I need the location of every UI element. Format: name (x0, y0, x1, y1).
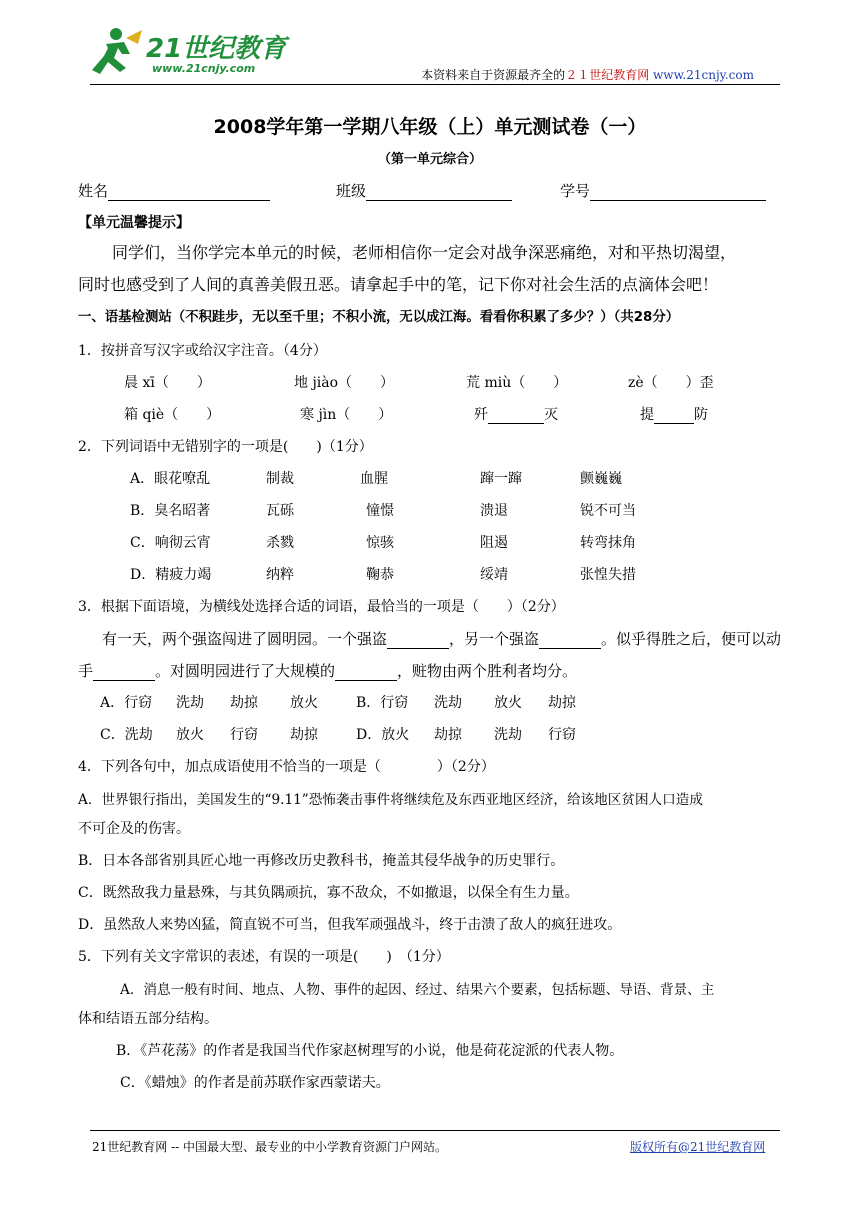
q2-option-c: C．响彻云宵 (130, 535, 211, 551)
q4-option-d: D．虽然敌人来势凶猛，简直锐不可当，但我军顽强战斗，终于击溃了敌人的疯狂进攻。 (78, 917, 622, 933)
name-label: 姓名 (78, 182, 109, 200)
q1-item (640, 404, 708, 424)
q5-option-c: C．《蜡烛》的作者是前苏联作家西蒙诺夫。 (120, 1075, 390, 1091)
tip-line-2: 同时也感受到了人间的真善美假丑恶。请拿起手中的笔，记下你对社会生活的点滴体会吧！ (78, 275, 719, 294)
q3-word: 洗劫 (176, 695, 204, 711)
q2-word: 绥靖 (480, 567, 508, 583)
tip-heading: 【单元温馨提示】 (78, 215, 190, 231)
q3-passage-line-2 (78, 660, 577, 681)
q4-option-c: C．既然敌我力量悬殊，与其负隅顽抗，寡不敌众，不如撤退，以保全有生力量。 (78, 885, 579, 901)
page-title: 2008学年第一学期八年级（上）单元测试卷（一） (213, 116, 647, 138)
q4-option-a-cont: 不可企及的伤害。 (78, 821, 190, 837)
q1-item: 荒 miù（ ） (466, 375, 568, 391)
header-url-link[interactable]: www.21cnjy.com (653, 68, 754, 82)
q2-word: 纳粹 (266, 567, 294, 583)
q3-word: 劫掠 (290, 727, 318, 743)
number-field[interactable] (560, 180, 766, 201)
q1-item: 寒 jìn（ ） (300, 407, 393, 423)
q2-word: 杀戮 (266, 535, 294, 551)
q3-word: 行窃 (230, 727, 258, 743)
header-note-prefix: 本资料来自于资源最齐全的 (421, 68, 566, 82)
class-label: 班级 (336, 182, 367, 200)
q3-word: 劫掠 (434, 727, 462, 743)
site-logo (86, 22, 286, 84)
q1-char: 防 (694, 407, 708, 423)
q2-word: 颤巍巍 (580, 471, 622, 487)
q1-item (474, 404, 558, 424)
q3-blank[interactable] (387, 634, 449, 649)
q2-word: 鞠恭 (366, 567, 394, 583)
logo-text: 21世纪教育 (146, 34, 287, 64)
q2-stem: 2．下列词语中无错别字的一项是( )（1分） (78, 439, 373, 455)
q2-word: 蹿一蹿 (480, 471, 522, 487)
q1-char: 提 (640, 407, 654, 423)
q5-option-a: A．消息一般有时间、地点、人物、事件的起因、经过、结果六个要素，包括标题、导语、背景、主 (120, 982, 715, 998)
q2-word: 瓦砾 (266, 503, 294, 519)
q3-option-c: C．洗劫 (100, 727, 153, 743)
q2-option-d: D．精疲力竭 (130, 567, 212, 583)
footer-text: 21世纪教育网 -- 中国最大型、最专业的中小学教育资源门户网站。 (92, 1140, 448, 1154)
header-brand-link[interactable]: ２１世纪教育网 (565, 68, 650, 82)
q1-char: 歼 (474, 407, 488, 423)
q1-item: 地 jiào（ ） (294, 375, 395, 391)
page-subtitle: （第一单元综合） (377, 152, 482, 167)
q3-text: 。对圆明园进行了大规模的 (155, 662, 336, 680)
q5-option-b: B．《芦花荡》的作者是我国当代作家赵树理写的小说，他是荷花淀派的代表人物。 (116, 1043, 624, 1059)
q3-stem: 3．根据下面语境，为横线处选择合适的词语，最恰当的一项是（ ）（2分） (78, 599, 565, 615)
q1-char: 灭 (544, 407, 558, 423)
q3-word: 洗劫 (434, 695, 462, 711)
q2-word: 憧憬 (366, 503, 394, 519)
q2-option-a: A．眼花嘹乱 (130, 471, 211, 487)
q2-word: 阻遏 (480, 535, 508, 551)
q1-item: 箱 qiè（ ） (124, 407, 221, 423)
class-blank[interactable] (366, 185, 512, 201)
q2-word: 惊骇 (366, 535, 394, 551)
q4-option-a: A．世界银行指出，美国发生的“9.11”恐怖袭击事件将继续危及东西亚地区经济，给该地区贫困人口造成 (78, 792, 703, 808)
q2-word: 制裁 (266, 471, 294, 487)
q2-option-b: B．臭名昭著 (130, 503, 211, 519)
q3-word: 劫掠 (230, 695, 258, 711)
q3-word: 放火 (290, 695, 318, 711)
tip-line-1: 同学们，当你学完本单元的时候，老师相信你一定会对战争深恶痛绝，对和平热切渴望， (112, 243, 737, 262)
q3-option-d: D．放火 (356, 727, 410, 743)
q3-text: 。似乎得胜之后，便可以动 (601, 630, 782, 648)
q3-blank[interactable] (93, 666, 155, 681)
q2-word: 转弯抹角 (580, 535, 636, 551)
q3-word: 洗劫 (494, 727, 522, 743)
name-blank[interactable] (108, 185, 270, 201)
q1-item: zè（ ）歪 (628, 375, 714, 391)
q4-stem: 4．下列各句中，加点成语使用不恰当的一项是（ ）（2分） (78, 759, 495, 775)
q3-word: 行窃 (548, 727, 576, 743)
q5-stem: 5．下列有关文字常识的表述，有误的一项是( ) （1分） (78, 949, 450, 965)
q3-blank[interactable] (539, 634, 601, 649)
q3-text: ，赃物由两个胜利者均分。 (397, 662, 578, 680)
footer-copyright-link[interactable]: 版权所有@21世纪教育网 (630, 1140, 766, 1154)
q3-option-a: A．行窃 (100, 695, 153, 711)
name-field[interactable] (78, 180, 270, 201)
number-label: 学号 (560, 182, 591, 200)
section-1-heading: 一、语基检测站（不积跬步，无以至千里；不积小流，无以成江海。看看你积累了多少？）（共28分） (78, 310, 680, 325)
footer-divider (90, 1130, 780, 1131)
q1-stem: 1．按拼音写汉字或给汉字注音。（4分） (78, 343, 327, 359)
q3-passage-line-1 (102, 628, 781, 649)
q3-text: 有一天，两个强盗闯进了圆明园。一个强盗 (102, 630, 388, 648)
q1-blank[interactable] (488, 409, 544, 424)
q5-option-a-cont: 体和结语五部分结构。 (78, 1011, 218, 1027)
q3-word: 放火 (176, 727, 204, 743)
q3-word: 劫掠 (548, 695, 576, 711)
number-blank[interactable] (590, 185, 766, 201)
q1-item: 晨 xī（ ） (124, 375, 211, 391)
q2-word: 血腥 (360, 471, 388, 487)
class-field[interactable] (336, 180, 512, 201)
q2-word: 张惶失措 (580, 567, 636, 583)
q4-option-b: B．日本各部省别具匠心地一再修改历史教科书，掩盖其侵华战争的历史罪行。 (78, 853, 565, 869)
q1-blank[interactable] (654, 409, 694, 424)
runner-logo-icon (86, 24, 146, 80)
q3-word: 放火 (494, 695, 522, 711)
q2-word: 溃退 (480, 503, 508, 519)
header-divider (90, 84, 780, 85)
header-note (421, 66, 754, 83)
q3-text: 手 (78, 662, 94, 680)
q3-blank[interactable] (335, 666, 397, 681)
logo-url: www.21cnjy.com (152, 62, 256, 75)
q3-text: ，另一个强盗 (449, 630, 540, 648)
q2-word: 锐不可当 (580, 503, 636, 519)
q3-option-b: B．行窃 (356, 695, 409, 711)
